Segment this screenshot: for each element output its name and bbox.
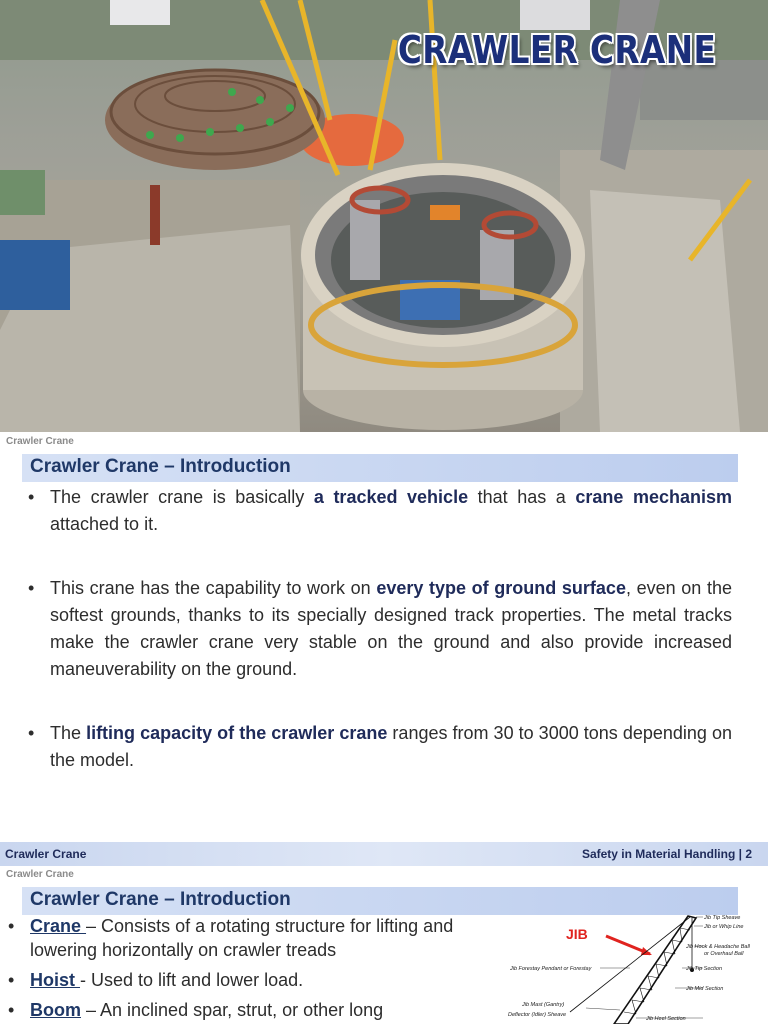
definition-term: Boom	[30, 1000, 81, 1020]
bullet-text	[50, 487, 732, 534]
bullet-item	[26, 484, 732, 538]
diagram-label: Jib Tip Section	[686, 966, 723, 972]
text-run: that has a	[468, 487, 576, 507]
text-run: The	[50, 723, 87, 743]
diagram-label: Jib Mast (Gantry)	[522, 1002, 565, 1008]
jib-lattice	[614, 916, 696, 1024]
text-run: attached to it.	[50, 514, 159, 534]
definition-text: - Used to lift and lower load.	[80, 970, 304, 990]
diagram-label: Jib or Whip Line	[704, 924, 744, 930]
definition-text: – An inclined spar, strut, or other long	[81, 1000, 384, 1020]
bullet-text	[50, 578, 732, 679]
footer-title: Crawler Crane	[5, 847, 87, 861]
bullet-text	[50, 723, 732, 770]
slide-heading-bar	[22, 454, 738, 482]
bullet-item	[26, 720, 732, 774]
slide-heading: Crawler Crane – Introduction	[30, 889, 291, 910]
bold-phrase: a tracked vehicle	[313, 487, 469, 507]
diagram-label: Jib Mid Section	[686, 986, 724, 992]
definition-term: Crane	[30, 916, 87, 936]
text-run: This crane has the capability to work on	[50, 578, 377, 598]
text-run: The crawler crane is basically	[50, 487, 314, 507]
forestay-line	[570, 917, 690, 1012]
diagram-label: Jib Tip Sheave	[704, 915, 741, 921]
definition-item	[8, 998, 488, 1022]
definition-list	[8, 914, 488, 1022]
definition-item	[8, 968, 488, 992]
jib-diagram	[500, 908, 768, 1024]
slide-tag: Crawler Crane	[6, 436, 74, 447]
definition-term: Hoist	[30, 970, 81, 990]
jib-lattice-bracing	[624, 928, 690, 1014]
slide-footer	[0, 842, 768, 866]
jib-label: JIB	[566, 926, 588, 942]
diagram-label: or Overhaul Ball	[704, 951, 744, 957]
diagram-label: Jib Forestay Pendant or Forestay	[510, 966, 592, 972]
bold-phrase: every type of ground surface	[376, 578, 626, 598]
definition-item	[8, 914, 488, 962]
slide-tag: Crawler Crane	[6, 869, 74, 880]
text-run: , even on the softest grounds, thanks to its specially designed track properties. The metal tracks make the crawler crane very stable on the ground and also provide increased maneuverability on the ground.	[50, 578, 732, 679]
footer-page-label: Safety in Material Handling | 2	[581, 847, 752, 861]
bold-phrase: crane mechanism	[575, 487, 733, 507]
photo-title: CRAWLER CRANE	[397, 28, 716, 72]
diagram-label: Deflector (Idler) Sheave	[508, 1012, 567, 1018]
definition-text: – Consists of a rotating structure for lifting and lowering horizontally on crawler treads	[30, 916, 454, 960]
slide-heading: Crawler Crane – Introduction	[30, 456, 291, 477]
text-run: ranges from 30 to 3000 tons depending on the model.	[50, 723, 732, 770]
diagram-label: Jib Hook & Headache Ball	[686, 944, 750, 950]
bold-phrase: lifting capacity of the crawler crane	[86, 723, 388, 743]
construction-site-photo	[0, 0, 768, 432]
bullet-list	[26, 484, 732, 774]
bullet-item	[26, 575, 732, 683]
diagram-label: Jib Heel Section	[646, 1016, 686, 1022]
